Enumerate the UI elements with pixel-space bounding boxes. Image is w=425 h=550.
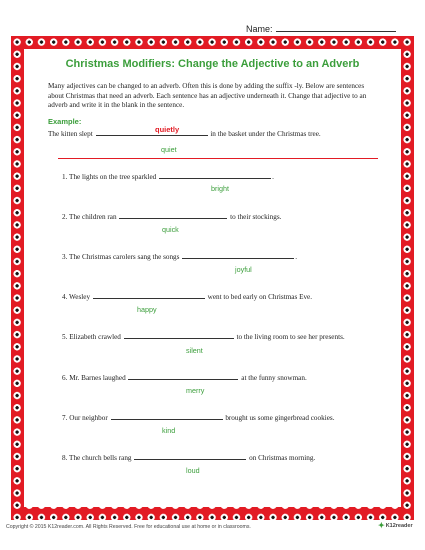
sentence-4-blank[interactable] xyxy=(93,292,205,299)
example-label: Example: xyxy=(48,117,82,126)
sentence-3-blank[interactable] xyxy=(182,252,294,259)
adjective-4: happy xyxy=(137,305,157,314)
sentence-7-before: 7. Our neighbor xyxy=(62,414,108,422)
adjective-5: silent xyxy=(186,346,203,355)
sentence-2 xyxy=(62,212,281,221)
sentence-5 xyxy=(62,332,345,341)
sentence-2-before: 2. The children ran xyxy=(62,213,117,221)
sentence-5-blank[interactable] xyxy=(124,332,234,339)
sentence-4-before: 4. Wesley xyxy=(62,293,91,301)
sentence-7-after: brought us some gingerbread cookies. xyxy=(225,414,335,422)
sentence-3-after: . xyxy=(295,253,298,261)
sentence-6-blank[interactable] xyxy=(128,373,238,380)
sentence-8 xyxy=(62,453,315,462)
sentence-8-before: 8. The church bells rang xyxy=(62,454,132,462)
adjective-3: joyful xyxy=(235,265,252,274)
sentence-1-blank[interactable] xyxy=(159,172,271,179)
sentence-3 xyxy=(62,252,297,261)
sentence-1-before: 1. The lights on the tree sparkled xyxy=(62,173,157,181)
adjective-1: bright xyxy=(211,184,229,193)
adjective-2: quick xyxy=(162,225,179,234)
sentence-2-blank[interactable] xyxy=(119,212,227,219)
example-answer: quietly xyxy=(155,125,180,134)
sentence-1 xyxy=(62,172,274,181)
sentence-3-before: 3. The Christmas carolers sang the songs xyxy=(62,253,180,261)
sentence-8-blank[interactable] xyxy=(134,453,246,460)
divider-line xyxy=(58,158,378,159)
adjective-8: loud xyxy=(186,466,200,475)
example-adjective: quiet xyxy=(161,145,177,154)
copyright-footer: Copyright © 2015 K12reader.com. All Rights Reserved. Free for educational use at home or in classrooms. xyxy=(6,524,251,530)
example-blank[interactable] xyxy=(96,129,208,136)
sentence-6-after: at the funny snowman. xyxy=(241,374,307,382)
example-before: The kitten slept xyxy=(48,130,93,138)
sentence-2-after: to their stockings. xyxy=(230,213,282,221)
sentence-8-after: on Christmas morning. xyxy=(249,454,316,462)
worksheet-title: Christmas Modifiers: Change the Adjective to an Adverb xyxy=(65,58,360,70)
sentence-7-blank[interactable] xyxy=(111,413,223,420)
example-sentence xyxy=(48,129,321,138)
sentence-1-after: . xyxy=(272,173,274,181)
sentence-4-after: went to bed early on Christmas Eve. xyxy=(207,293,313,301)
instructions: Many adjectives can be changed to an adverb. Often this is done by adding the suffix -ly. Below are sentences about Christmas that need an adverb. Each sentence has an adjective underneath it. Change that adjective to an adverb and write it in the blank in the sentence. xyxy=(48,82,367,110)
logo-text: K12reader xyxy=(385,522,413,529)
sentence-6 xyxy=(62,373,307,382)
k12reader-logo xyxy=(378,521,413,530)
sentence-7 xyxy=(62,413,335,422)
name-blank[interactable] xyxy=(276,23,396,32)
sentence-6-before: 6. Mr. Barnes laughed xyxy=(62,374,126,382)
adjective-6: merry xyxy=(186,386,205,395)
sentence-5-after: to the living room to see her presents. xyxy=(236,333,345,341)
example-after: in the basket under the Christmas tree. xyxy=(210,130,321,138)
name-field xyxy=(246,23,396,34)
adjective-7: kind xyxy=(162,426,176,435)
sentence-5-before: 5. Elizabeth crawled xyxy=(62,333,121,341)
book-icon: ✦ xyxy=(378,521,385,530)
sentence-4 xyxy=(62,292,312,301)
name-label: Name: xyxy=(246,24,273,34)
